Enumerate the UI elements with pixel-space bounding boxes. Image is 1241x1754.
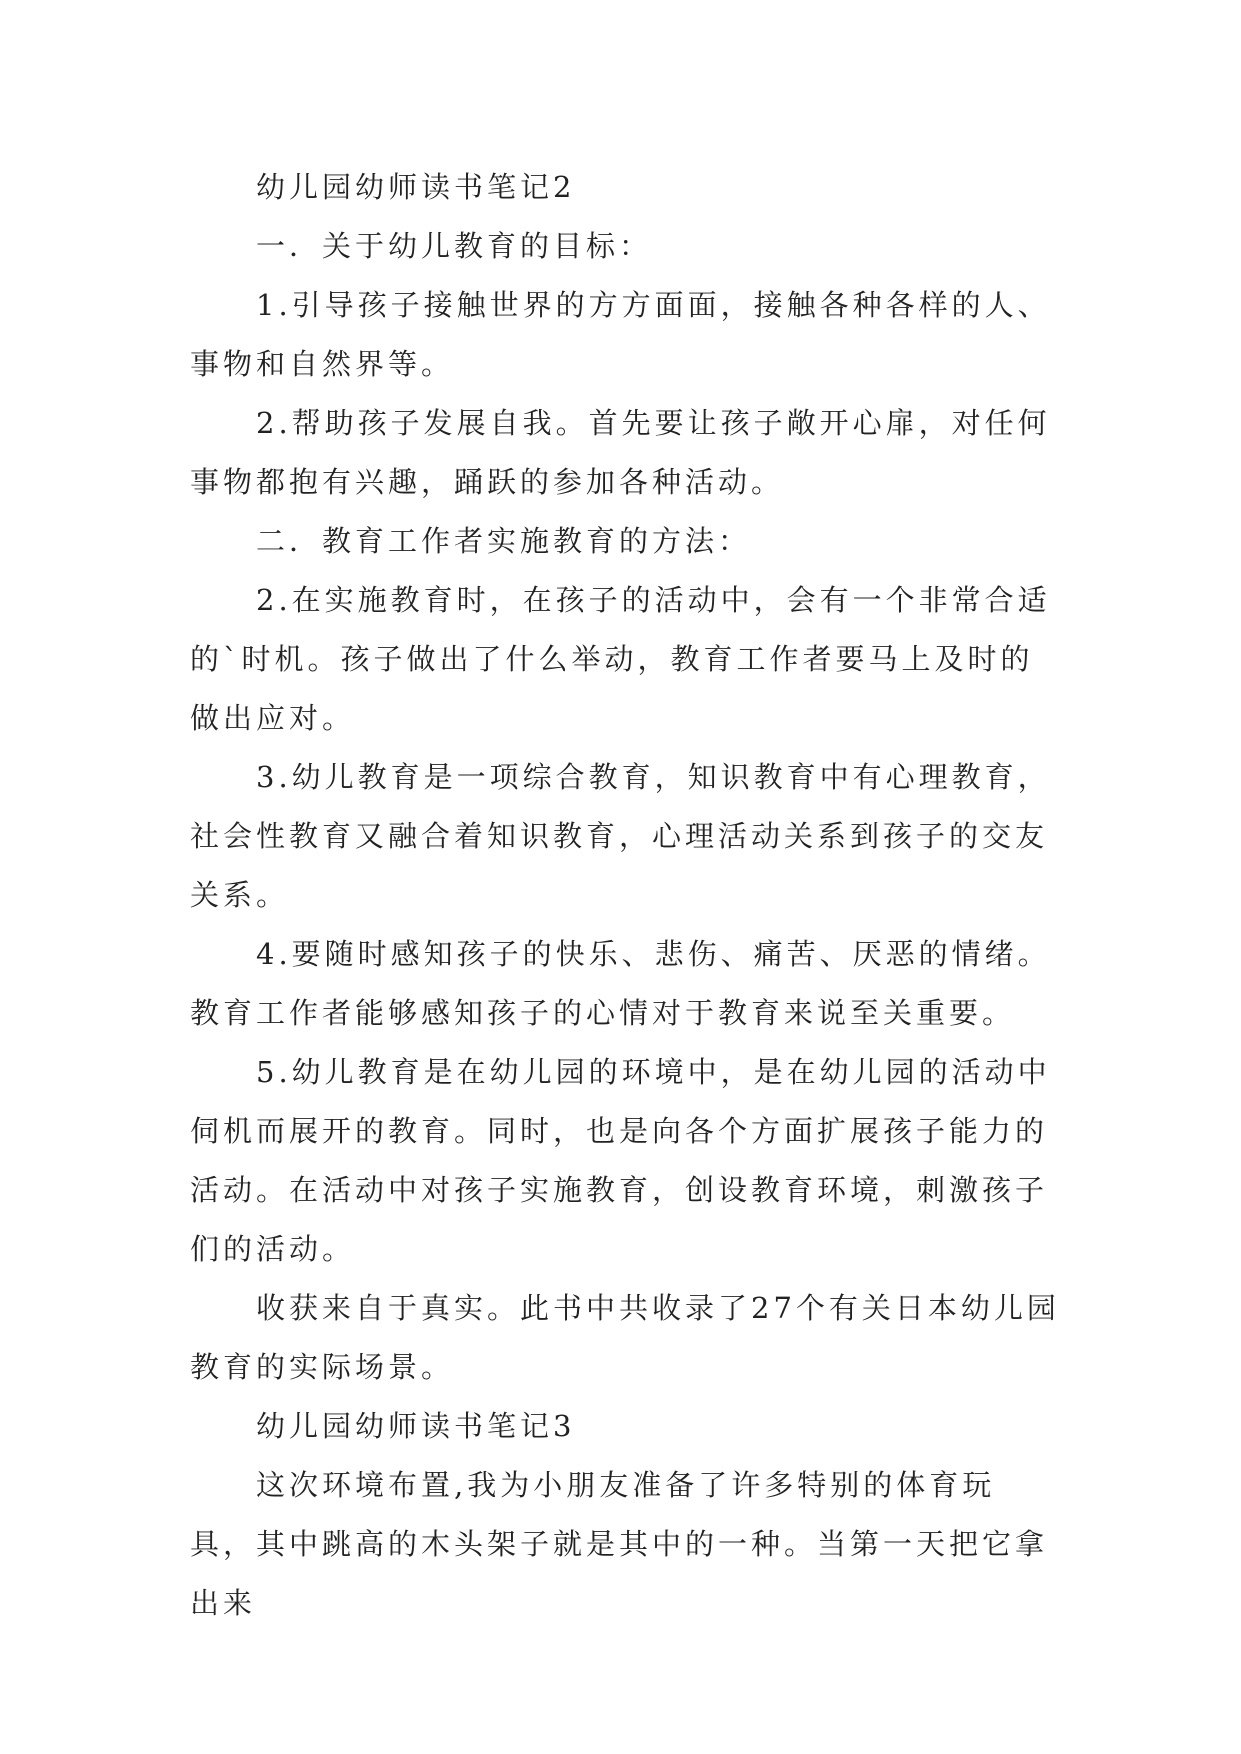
paragraph-environment: 这次环境布置,我为小朋友准备了许多特别的体育玩具，其中跳高的木头架子就是其中的一种。当第一天把它拿出来: [190, 1468, 1049, 1620]
section-heading-goals: 一．关于幼儿教育的目标：: [256, 229, 653, 263]
document-body: [190, 158, 1060, 1633]
heading-note-2: 幼儿园幼师读书笔记2: [256, 170, 576, 204]
paragraph-method-5: 5.幼儿教育是在幼儿园的环境中，是在幼儿园的活动中伺机而展开的教育。同时，也是向各个方面扩展孩子能力的活动。在活动中对孩子实施教育，创设教育环境，刺激孩子们的活动。: [190, 1055, 1051, 1266]
paragraph-method-3: 3.幼儿教育是一项综合教育，知识教育中有心理教育，社会性教育又融合着知识教育，心理活动关系到孩子的交友关系。: [190, 760, 1051, 912]
section-heading-methods: 二．教育工作者实施教育的方法：: [256, 524, 752, 558]
paragraph-method-2: 2.在实施教育时，在孩子的活动中，会有一个非常合适的`时机。孩子做出了什么举动，教育工作者要马上及时的做出应对。: [190, 583, 1051, 735]
heading-note-3: 幼儿园幼师读书笔记3: [256, 1409, 576, 1443]
paragraph-harvest: 收获来自于真实。此书中共收录了27个有关日本幼儿园教育的实际场景。: [190, 1291, 1060, 1384]
paragraph-goal-2: 2.帮助孩子发展自我。首先要让孩子敞开心扉，对任何事物都抱有兴趣，踊跃的参加各种活动。: [190, 406, 1051, 499]
paragraph-method-4: 4.要随时感知孩子的快乐、悲伤、痛苦、厌恶的情绪。教育工作者能够感知孩子的心情对于教育来说至关重要。: [190, 937, 1051, 1030]
paragraph-goal-1: 1.引导孩子接触世界的方方面面，接触各种各样的人、事物和自然界等。: [190, 288, 1051, 381]
